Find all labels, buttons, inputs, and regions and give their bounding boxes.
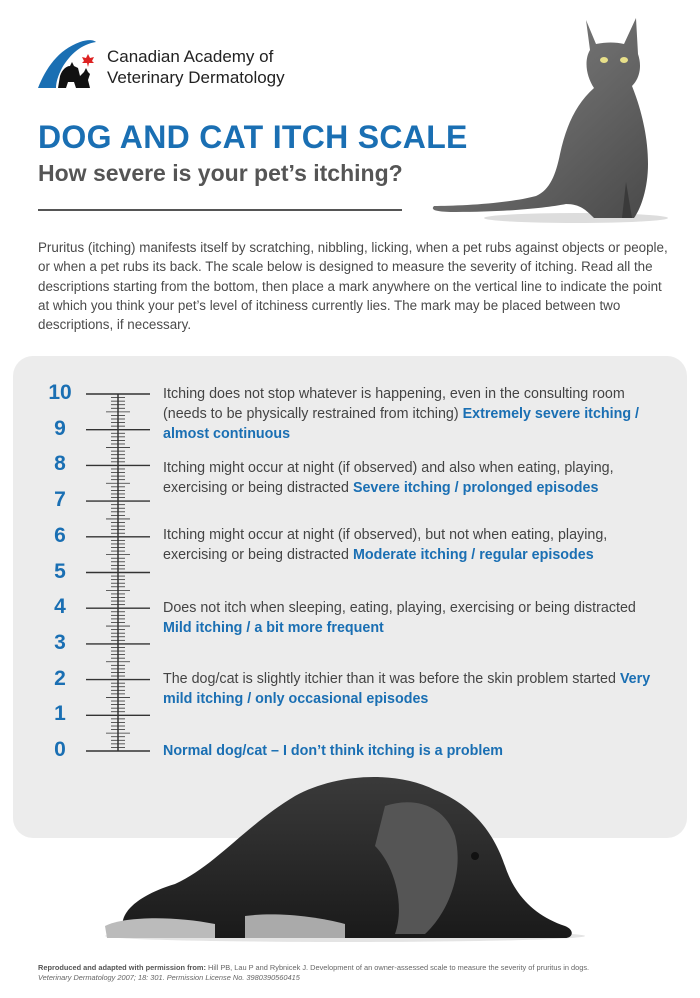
citation-lead: Reproduced and adapted with permission from: <box>38 963 206 972</box>
description-level: Normal dog/cat – I don’t think itching is a problem <box>163 743 503 759</box>
scale-number-9: 9 <box>54 417 66 440</box>
description-moderate <box>163 525 663 565</box>
description-text: Itching does not stop whatever is happening, even in the consulting room (needs to be physically restrained from itching) <box>163 386 625 422</box>
description-level: Very mild itching / only occasional episodes <box>163 671 651 707</box>
dog-photo <box>95 766 595 944</box>
scale-number-6: 6 <box>54 524 66 547</box>
intro-paragraph: Pruritus (itching) manifests itself by scratching, nibbling, licking, when a pet rubs against objects or people, or when a pet rubs its back. The scale below is designed to measure the severity of itching. Read all the descriptions starting from the bottom, then place a mark anywhere on the vertical line to indicate the point at which you think your pet’s level of itchiness currently lies. The mark may be placed between two descriptions, if necessary. <box>38 240 668 333</box>
description-severe <box>163 458 663 498</box>
title-divider <box>38 209 402 211</box>
page-title: DOG AND CAT ITCH SCALE <box>38 119 468 155</box>
logo-dog-cat-icon <box>36 38 98 90</box>
description-text: Itching might occur at night (if observed), but not when eating, playing, exercising or being distracted <box>163 527 608 563</box>
scale-number-8: 8 <box>54 452 66 475</box>
description-level: Moderate itching / regular episodes <box>352 547 594 563</box>
description-text: Does not itch when sleeping, eating, playing, exercising or being distracted <box>163 600 636 616</box>
maple-leaf-icon <box>82 54 94 67</box>
cat-photo <box>426 14 672 224</box>
description-text: The dog/cat is slightly itchier than it was before the skin problem started <box>163 671 620 687</box>
scale-number-2: 2 <box>54 667 66 690</box>
scale-number-3: 3 <box>54 631 66 654</box>
scale-number-0: 0 <box>54 738 66 761</box>
scale-number-4: 4 <box>54 595 66 618</box>
org-name-line2: Veterinary Dermatology <box>107 68 285 87</box>
description-extremely-severe <box>163 384 663 444</box>
org-name <box>107 46 285 88</box>
page-subtitle: How severe is your pet’s itching? <box>38 160 403 186</box>
description-very-mild <box>163 669 663 709</box>
scale-number-5: 5 <box>54 560 66 583</box>
description-level: Mild itching / a bit more frequent <box>163 620 384 636</box>
citation-text: Hill PB, Lau P and Rybnicek J. Development of an owner-assessed scale to measure the severity of pruritus in dogs. <box>205 963 590 972</box>
citation-journal: Veterinary Dermatology 2007; 18: 301. Permission License No. 3980390560415 <box>38 973 300 982</box>
description-normal <box>163 741 663 761</box>
description-mild <box>163 598 663 638</box>
scale-number-10: 10 <box>48 381 72 404</box>
description-text: Itching might occur at night (if observed) and also when eating, playing, exercising or being distracted <box>163 460 614 496</box>
description-level: Extremely severe itching / almost continuous <box>163 406 640 442</box>
footer-citation <box>38 963 678 983</box>
scale-number-1: 1 <box>54 702 66 725</box>
org-name-line1: Canadian Academy of <box>107 47 274 66</box>
description-level: Severe itching / prolonged episodes <box>352 480 599 496</box>
scale-number-7: 7 <box>54 488 66 511</box>
